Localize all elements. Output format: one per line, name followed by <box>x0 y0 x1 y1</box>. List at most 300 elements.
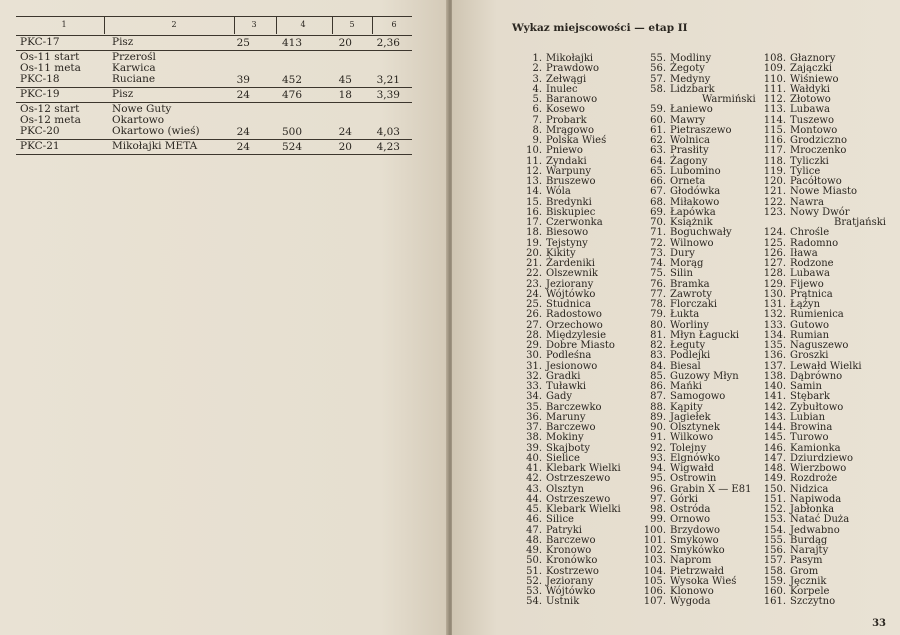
place-number: 148. <box>763 463 786 474</box>
place-number: 66. <box>650 176 666 187</box>
place-name: Nidzica <box>790 483 829 495</box>
place-name: Silice <box>546 514 574 526</box>
place-number: 58. <box>650 83 666 95</box>
place-name: Chrośle <box>790 227 830 239</box>
place-number: 31. <box>526 360 542 372</box>
value-c4: 452 <box>281 74 302 86</box>
place-name: Tylice <box>790 165 821 177</box>
place-name: Tolejny <box>670 442 707 454</box>
value-c4: 476 <box>281 89 302 101</box>
place-name: Orneta <box>670 176 706 187</box>
place-number: 26. <box>526 309 542 321</box>
place-name: Kosewo <box>546 104 585 116</box>
place-name: Mrągowo <box>546 124 594 136</box>
place-number: 95. <box>650 473 666 485</box>
place-name: Jęcznik <box>790 575 827 587</box>
place-number: 2. <box>532 63 542 75</box>
place-name: Klonowo <box>670 586 714 597</box>
place-number: 109. <box>763 63 786 75</box>
place-name: Biesal <box>670 360 701 372</box>
place-number: 123. <box>763 206 786 218</box>
place-number: 32. <box>526 370 542 382</box>
place-name: Kąpity <box>670 401 703 413</box>
place-number: 18. <box>526 227 542 239</box>
place-number: 119. <box>763 165 786 177</box>
place-name: Jeziorany <box>546 575 594 587</box>
place-number: 98. <box>650 504 666 515</box>
place-name: Samin <box>790 381 822 392</box>
place-name: Studnica <box>546 299 591 310</box>
place-name: Bramka <box>670 278 710 290</box>
place-number: 34. <box>526 391 542 403</box>
place-name: Wałdyki <box>790 83 830 95</box>
place-number: 71. <box>650 227 666 239</box>
value-c5: 24 <box>338 126 352 138</box>
place-number: 124. <box>763 227 786 239</box>
place-number: 7. <box>532 114 542 126</box>
place-name: Wójtówko <box>546 288 596 300</box>
place-number: 160. <box>763 586 786 597</box>
place-name: Rodzone <box>790 258 834 269</box>
place-number: 16. <box>526 206 542 218</box>
place-name: Kamionka <box>790 442 841 454</box>
place-number: 56. <box>650 63 666 75</box>
place-name: Guzowy Młyn <box>670 370 739 382</box>
place-name: Narajty <box>790 545 829 556</box>
place-name: Pisz <box>112 88 134 100</box>
place-name: Radostowo <box>546 309 602 321</box>
place-list-column-2 <box>636 54 756 608</box>
place-number: 6. <box>532 104 542 116</box>
checkpoint-code: PKC-21 <box>20 140 60 152</box>
table-row <box>16 103 412 140</box>
place-number: 24. <box>526 288 542 300</box>
place-number: 108. <box>763 53 786 64</box>
table-header <box>16 16 412 36</box>
place-number: 83. <box>650 350 666 362</box>
place-name: Kostrzewo <box>546 565 599 577</box>
place-name: Nowe Guty Okartowo Okartowo (wieś) <box>112 103 200 137</box>
place-number: 15. <box>526 196 542 208</box>
place-name: Kikity <box>546 247 576 259</box>
place-name: Olsztynek <box>670 422 720 433</box>
place-name: Pasym <box>790 555 823 567</box>
place-name: Rumienica <box>790 309 844 321</box>
place-name: Szczytno <box>790 596 836 608</box>
place-number: 114. <box>763 114 786 126</box>
place-number: 85. <box>650 370 666 382</box>
place-number: 47. <box>526 524 542 536</box>
place-number: 152. <box>763 504 786 515</box>
place-name: Jeziorany <box>546 278 594 290</box>
place-name: Ustnik <box>546 596 580 608</box>
place-name: Florczaki <box>670 299 718 310</box>
place-name: Mikołajki META <box>112 140 198 152</box>
place-number: 147. <box>763 452 786 464</box>
place-number: 36. <box>526 411 542 423</box>
place-name: Nowe Miasto <box>790 186 857 198</box>
place-number: 136. <box>763 350 786 362</box>
place-number: 79. <box>650 309 666 321</box>
place-name: Pniewo <box>546 145 583 157</box>
place-name: Wygoda <box>670 596 711 608</box>
place-name: Złotowo <box>790 94 831 105</box>
place-name: Barczewo <box>546 534 596 546</box>
place-name: Nawra <box>790 196 825 208</box>
place-name: Żagony <box>670 155 708 167</box>
page-title: Wykaz miejscowości — etap II <box>512 22 688 34</box>
place-name: Górki <box>670 493 699 505</box>
place-name: Rozdroże <box>790 473 838 485</box>
place-name: Dąbrówno <box>790 370 843 382</box>
place-name: Wójtówko <box>546 586 596 597</box>
place-name: Tejstyny <box>546 237 588 249</box>
place-number: 72. <box>650 237 666 249</box>
left-page <box>0 0 448 635</box>
place-number: 157. <box>763 555 786 567</box>
place-number: 86. <box>650 381 666 392</box>
place-name: Biskupiec <box>546 206 596 218</box>
header-col-5: 5 <box>349 20 355 29</box>
place-number: 5. <box>532 94 542 105</box>
place-number: 115. <box>763 124 786 136</box>
place-name: Dziurdziewo <box>790 452 854 464</box>
place-name: Głaznory <box>790 53 836 64</box>
place-number: 99. <box>650 514 666 526</box>
place-number: 60. <box>650 114 666 126</box>
place-name: Książnik <box>670 217 713 228</box>
place-number: 93. <box>650 452 666 464</box>
place-number: 22. <box>526 268 542 280</box>
checkpoint-code: PKC-17 <box>20 36 60 48</box>
place-name: Brzydowo <box>670 524 721 536</box>
place-number: 146. <box>763 442 786 454</box>
place-number: 113. <box>763 104 786 116</box>
place-name: Patryki <box>546 524 582 536</box>
place-name: Klebark Wielki <box>546 504 621 515</box>
place-number: 78. <box>650 299 666 310</box>
place-name: Smykówko <box>670 545 725 556</box>
page-number: 33 <box>872 618 886 629</box>
place-name: Mokiny <box>546 432 584 444</box>
checkpoint-table <box>16 16 412 155</box>
value-c5: 18 <box>338 89 352 101</box>
place-number: 96. <box>650 483 666 495</box>
place-name: Prawdowo <box>546 63 600 75</box>
place-number: 46. <box>526 514 542 526</box>
place-number: 74. <box>650 258 666 269</box>
place-name: Żegoty <box>670 63 705 75</box>
place-name: Ornowo <box>670 514 711 526</box>
list-item <box>636 597 756 607</box>
place-number: 107. <box>643 596 666 608</box>
place-number: 87. <box>650 391 666 403</box>
place-number: 61. <box>650 124 666 136</box>
place-number: 144. <box>763 422 786 433</box>
place-number: 25. <box>526 299 542 310</box>
place-name: Zybułtowo <box>790 401 844 413</box>
place-number: 57. <box>650 73 666 85</box>
place-name: Iława <box>790 247 818 259</box>
place-name: Barczewko <box>546 401 602 413</box>
place-name: Jagiełek <box>670 411 711 423</box>
value-c6: 2,36 <box>376 37 400 49</box>
place-number: 8. <box>532 124 542 136</box>
place-name: Probark <box>546 114 587 126</box>
place-name: Wiśniewo <box>790 73 839 85</box>
place-number: 150. <box>763 483 786 495</box>
place-name: Montowo <box>790 124 838 136</box>
place-name: Worliny <box>670 319 709 331</box>
place-number: 149. <box>763 473 786 485</box>
value-c3: 24 <box>236 89 250 101</box>
place-number: 13. <box>526 176 542 187</box>
place-number: 51. <box>526 565 542 577</box>
place-name: Lubawa <box>790 104 830 116</box>
place-number: 17. <box>526 217 542 228</box>
value-c4: 413 <box>281 37 302 49</box>
place-number: 23. <box>526 278 542 290</box>
place-name: Gady <box>546 391 573 403</box>
place-name: Silin <box>670 268 693 280</box>
place-name: Prątnica <box>790 288 833 300</box>
place-number: 128. <box>763 268 786 280</box>
place-number: 40. <box>526 452 542 464</box>
place-number: 90. <box>650 422 666 433</box>
place-number: 132. <box>763 309 786 321</box>
place-number: 43. <box>526 483 542 495</box>
place-name: Międzylesie <box>546 329 607 341</box>
place-name: Skajboty <box>546 442 591 454</box>
place-number: 161. <box>763 596 786 608</box>
place-number: 64. <box>650 155 666 167</box>
place-name: Wysoka Wieś <box>670 575 737 587</box>
value-c3: 24 <box>236 141 250 153</box>
place-name: Groszki <box>790 350 829 362</box>
header-col-1: 1 <box>61 20 67 29</box>
place-number: 20. <box>526 247 542 259</box>
checkpoint-code: PKC-19 <box>20 88 60 100</box>
place-number: 68. <box>650 196 666 208</box>
place-name: Zajączki <box>790 63 833 75</box>
place-name: Bruszewo <box>546 176 596 187</box>
place-name: Lewałd Wielki <box>790 360 862 372</box>
place-number: 129. <box>763 278 786 290</box>
place-number: 52. <box>526 575 542 587</box>
place-number: 151. <box>763 493 786 505</box>
place-name: Elgnówko <box>670 452 720 464</box>
place-name-continuation: Bratjański <box>834 217 887 228</box>
place-number: 14. <box>526 186 542 198</box>
place-number: 55. <box>650 53 666 64</box>
place-name: Głodówka <box>670 186 721 198</box>
place-name: Pacółtowo <box>790 176 842 187</box>
place-name: Łeguty <box>670 340 706 351</box>
place-number: 105. <box>643 575 666 587</box>
place-name: Turowo <box>790 432 829 444</box>
place-number: 42. <box>526 473 542 485</box>
place-number: 140. <box>763 381 786 392</box>
place-number: 133. <box>763 319 786 331</box>
place-number: 76. <box>650 278 666 290</box>
place-name: Łukta <box>670 309 700 321</box>
place-name: Browina <box>790 422 833 433</box>
place-name: Mikołajki <box>546 53 594 64</box>
place-name: Zyndaki <box>546 155 587 167</box>
place-number: 111. <box>763 83 786 95</box>
place-number: 50. <box>526 555 542 567</box>
place-number: 41. <box>526 463 542 474</box>
place-list-column-1 <box>512 54 621 608</box>
place-name: Maruny <box>546 411 586 423</box>
place-number: 121. <box>763 186 786 198</box>
value-c5: 45 <box>338 74 352 86</box>
place-number: 10. <box>526 145 542 157</box>
place-number: 126. <box>763 247 786 259</box>
place-name: Zawroty <box>670 288 712 300</box>
place-name: Lubomino <box>670 165 721 177</box>
place-name: Baranowo <box>546 94 598 105</box>
place-name: Pietraszewo <box>670 124 732 136</box>
place-number: 39. <box>526 442 542 454</box>
place-number: 35. <box>526 401 542 413</box>
place-name: Biesowo <box>546 227 589 239</box>
value-c6: 3,21 <box>376 74 400 86</box>
place-number: 142. <box>763 401 786 413</box>
place-name: Gradki <box>546 370 581 382</box>
place-number: 117. <box>763 145 786 157</box>
header-col-4: 4 <box>300 20 306 29</box>
place-number: 94. <box>650 463 666 474</box>
place-number: 21. <box>526 258 542 269</box>
place-name: Przerośl Karwica Ruciane <box>112 51 156 85</box>
place-number: 100. <box>643 524 666 536</box>
place-name: Boguchwały <box>670 227 732 239</box>
place-number: 116. <box>763 135 786 146</box>
place-number: 143. <box>763 411 786 423</box>
place-name: Podleśna <box>546 350 592 362</box>
place-name: Miłakowo <box>670 196 720 208</box>
place-name: Dobre Miasto <box>546 340 615 351</box>
place-number: 103. <box>643 555 666 567</box>
place-name: Młyn Łagucki <box>670 329 740 341</box>
value-c5: 20 <box>338 37 352 49</box>
place-name: Łapówka <box>670 206 716 218</box>
place-name: Ostrzeszewo <box>546 493 611 505</box>
place-number: 155. <box>763 534 786 546</box>
place-number: 131. <box>763 299 786 310</box>
place-number: 134. <box>763 329 786 341</box>
place-name: Jabłonka <box>790 504 835 515</box>
place-name: Tuławki <box>546 381 587 392</box>
place-number: 97. <box>650 493 666 505</box>
header-col-2: 2 <box>171 20 177 29</box>
place-name: Zełwągi <box>546 73 587 85</box>
place-list-column-3 <box>756 54 886 608</box>
value-c4: 524 <box>281 141 302 153</box>
place-number: 145. <box>763 432 786 444</box>
place-name: Radomno <box>790 237 839 249</box>
place-name: Dury <box>670 247 695 259</box>
place-number: 38. <box>526 432 542 444</box>
place-number: 19. <box>526 237 542 249</box>
place-number: 12. <box>526 165 542 177</box>
place-number: 125. <box>763 237 786 249</box>
place-number: 27. <box>526 319 542 331</box>
place-name: Orzechowo <box>546 319 603 331</box>
place-name: Tyliczki <box>790 155 829 167</box>
place-name: Łążyn <box>790 299 821 310</box>
place-number: 65. <box>650 165 666 177</box>
table-row <box>16 140 412 155</box>
place-name: Barczewo <box>546 422 596 433</box>
list-item <box>756 556 886 566</box>
place-name: Korpele <box>790 586 830 597</box>
place-number: 37. <box>526 422 542 433</box>
place-number: 9. <box>532 135 542 146</box>
value-c6: 4,23 <box>376 141 400 153</box>
place-name: Smykowo <box>670 534 719 546</box>
place-name: Łaniewo <box>670 104 713 116</box>
place-name: Prasłity <box>670 145 709 157</box>
place-name: Stębark <box>790 391 830 403</box>
value-c3: 39 <box>236 74 250 86</box>
place-name: Kronowo <box>546 545 592 556</box>
table-row <box>16 88 412 103</box>
place-number: 69. <box>650 206 666 218</box>
place-number: 135. <box>763 340 786 351</box>
place-number: 44. <box>526 493 542 505</box>
place-name: Inulec <box>546 83 578 95</box>
place-number: 30. <box>526 350 542 362</box>
place-name: Ostróda <box>670 504 711 515</box>
place-name: Ostrzeszewo <box>546 473 611 485</box>
place-name: Lubawa <box>790 268 830 280</box>
place-number: 89. <box>650 411 666 423</box>
place-number: 141. <box>763 391 786 403</box>
place-name: Ostrowin <box>670 473 717 485</box>
place-name: Żardeniki <box>546 258 595 269</box>
place-name: Pietrzwałd <box>670 565 725 577</box>
place-number: 59. <box>650 104 666 116</box>
list-item <box>512 597 621 607</box>
place-number: 81. <box>650 329 666 341</box>
place-number: 91. <box>650 432 666 444</box>
place-name: Grom <box>790 565 819 577</box>
value-c4: 500 <box>281 126 302 138</box>
checkpoint-code: Os-12 start Os-12 meta PKC-20 <box>20 103 81 137</box>
place-number: 102. <box>643 545 666 556</box>
place-name: Napiwoda <box>790 493 842 505</box>
table-body <box>16 36 412 155</box>
place-name: Jedwabno <box>790 524 840 536</box>
place-number: 127. <box>763 258 786 269</box>
checkpoint-code: Os-11 start Os-11 meta PKC-18 <box>20 51 81 85</box>
place-number: 4. <box>532 83 542 95</box>
place-name: Mawry <box>670 114 706 126</box>
place-number: 53. <box>526 586 542 597</box>
place-name: Grodziczno <box>790 135 847 146</box>
place-name: Lidzbark <box>670 83 715 95</box>
value-c6: 4,03 <box>376 126 400 138</box>
place-name: Polska Wieś <box>546 135 607 146</box>
place-name: Modliny <box>670 53 712 64</box>
place-number: 118. <box>763 155 786 167</box>
place-number: 70. <box>650 217 666 228</box>
place-number: 3. <box>532 73 542 85</box>
header-col-3: 3 <box>251 20 257 29</box>
place-name: Medyny <box>670 73 711 85</box>
